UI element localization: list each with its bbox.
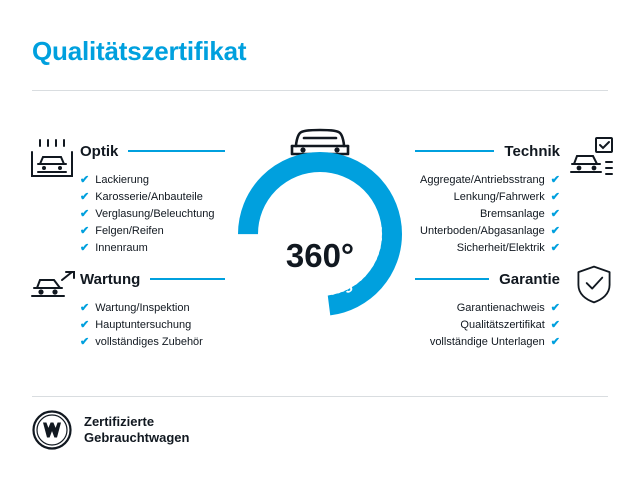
title-divider: [32, 90, 608, 91]
list-item: [80, 206, 225, 223]
list-item-label: Qualitätszertifikat: [460, 319, 545, 331]
list-item-label: Garantienachweis: [456, 302, 545, 314]
list-item-label: Lenkung/Fahrwerk: [453, 191, 545, 203]
list-item-label: Bremsanlage: [479, 208, 545, 220]
section-garantie-list: [415, 300, 560, 351]
list-item: [80, 317, 225, 334]
list-item-label: Wartung/Inspektion: [95, 302, 190, 314]
list-item: [415, 317, 560, 334]
list-item: [80, 223, 225, 240]
check-icon: ✔: [550, 336, 560, 348]
list-item: [80, 240, 225, 257]
section-garantie-title: Garantie: [499, 270, 560, 288]
ring-caption: Gebrauchtwagen-Check: [258, 226, 387, 301]
section-optik-header: [80, 140, 225, 162]
check-icon: ✔: [80, 242, 90, 254]
check-icon: ✔: [80, 302, 90, 314]
list-item-label: Sicherheit/Elektrik: [456, 242, 545, 254]
list-item: [415, 206, 560, 223]
car-wash-icon: [28, 134, 70, 176]
footer-logo-block: [32, 410, 189, 450]
check-icon: ✔: [80, 319, 90, 331]
check-icon: ✔: [550, 208, 560, 220]
section-optik-list: [80, 172, 225, 257]
section-wartung-title: Wartung: [80, 270, 141, 288]
footer-line-1: Zertifizierte: [84, 414, 155, 429]
list-item-label: Lackierung: [95, 174, 150, 186]
section-wartung: [80, 268, 225, 351]
page-title: Qualitätszertifikat: [32, 36, 247, 66]
vw-logo-icon: [32, 410, 72, 450]
list-item: [415, 240, 560, 257]
section-optik: [80, 140, 225, 257]
360-ring: [236, 150, 404, 318]
car-check-inspection-icon: [568, 134, 610, 176]
section-optik-rule: [128, 150, 225, 152]
list-item: [80, 300, 225, 317]
car-lift-service-icon: [28, 262, 70, 304]
list-item-label: vollständiges Zubehör: [95, 336, 203, 348]
section-wartung-list: [80, 300, 225, 351]
check-icon: ✔: [550, 225, 560, 237]
section-garantie-rule: [415, 278, 489, 280]
check-icon: ✔: [550, 242, 560, 254]
section-technik-header: [415, 140, 560, 162]
section-wartung-header: [80, 268, 225, 290]
list-item-label: Aggregate/Antriebsstrang: [420, 174, 545, 186]
section-wartung-rule: [150, 278, 225, 280]
section-garantie: [415, 268, 560, 351]
section-optik-title: Optik: [80, 142, 119, 160]
shield-check-icon: [572, 262, 614, 304]
check-icon: ✔: [80, 208, 90, 220]
list-item: [415, 300, 560, 317]
list-item-label: Verglasung/Beleuchtung: [95, 208, 215, 220]
check-icon: ✔: [80, 336, 90, 348]
check-icon: ✔: [550, 174, 560, 186]
check-icon: ✔: [80, 191, 90, 203]
section-technik-rule: [415, 150, 494, 152]
list-item-label: Innenraum: [95, 242, 148, 254]
list-item: [80, 334, 225, 351]
list-item: [80, 172, 225, 189]
check-icon: ✔: [80, 225, 90, 237]
check-icon: ✔: [550, 302, 560, 314]
footer-logo-text: [84, 414, 189, 446]
footer-line-2: Gebrauchtwagen: [84, 430, 190, 445]
list-item: [415, 172, 560, 189]
footer-divider: [32, 396, 608, 397]
check-icon: ✔: [550, 191, 560, 203]
list-item: [80, 189, 225, 206]
check-icon: ✔: [80, 174, 90, 186]
section-technik-title: Technik: [504, 142, 560, 160]
list-item: [415, 189, 560, 206]
section-technik: [415, 140, 560, 257]
list-item: [415, 334, 560, 351]
360-check-badge: [228, 112, 412, 301]
degree-label: 360°: [285, 237, 355, 274]
list-item-label: Karosserie/Anbauteile: [95, 191, 203, 203]
check-icon: ✔: [550, 319, 560, 331]
list-item: [415, 223, 560, 240]
list-item-label: Felgen/Reifen: [95, 225, 164, 237]
section-garantie-header: [415, 268, 560, 290]
list-item-label: vollständige Unterlagen: [429, 336, 545, 348]
section-technik-list: [415, 172, 560, 257]
list-item-label: Hauptuntersuchung: [95, 319, 192, 331]
list-item-label: Unterboden/Abgasanlage: [420, 225, 545, 237]
